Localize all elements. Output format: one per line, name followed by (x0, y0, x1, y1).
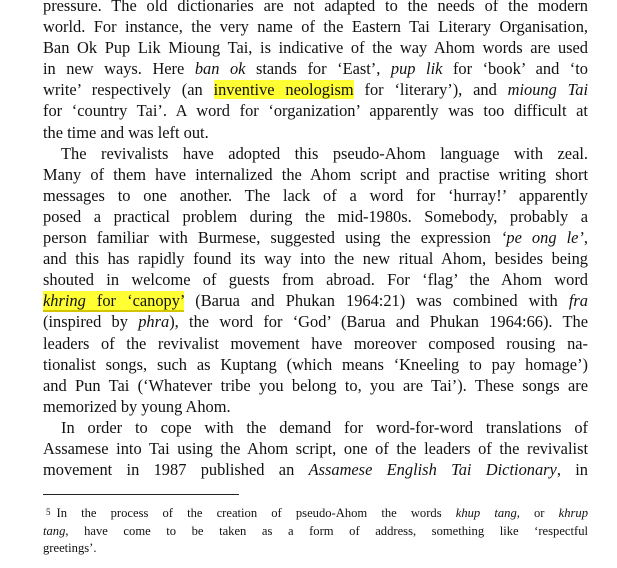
highlighted-phrase (43, 291, 184, 312)
text-line (43, 79, 588, 100)
text-line: tionalist songs, such as Kuptang (which means ‘Kneeling to pay homage’) (43, 354, 588, 374)
italic-term: khring (43, 291, 86, 311)
text-line: for ‘country Tai’. A word for ‘organization’ apparently was too difficult at (43, 101, 588, 121)
text-line: greetings’. (43, 541, 97, 555)
footnote-divider (43, 494, 239, 495)
italic-term: ‘pe ong le’ (500, 228, 584, 248)
body-text (43, 0, 588, 480)
italic-title: Assamese English Tai Dictionary (308, 460, 557, 480)
text-line (43, 523, 588, 541)
text-line: The revivalists have adopted this pseudo-Ahom language with zeal. (61, 143, 588, 163)
text-line: memorized by young Ahom. (43, 396, 231, 416)
text-run: stands for ‘East’, (245, 59, 391, 79)
text-line: messages to one another. The lack of a word for ‘hurray!’ apparently (43, 185, 588, 205)
text-line: pressure. The old dictionaries are not adapted to the needs of the modern (43, 0, 588, 15)
text-line: Ban Ok Pup Lik Mioung Tai, is indicative of the way Ahom words are used (43, 38, 588, 58)
text-run: , have come to be taken as a form of address, something like ‘respectful (65, 523, 588, 538)
text-line: In order to cope with the demand for word-for-word translations of (61, 417, 588, 437)
text-line (43, 311, 588, 332)
text-line: Assamese into Tai using the Ahom script, one of the leaders of the revivalist (43, 438, 588, 458)
highlighted-phrase: inventive neologism (213, 80, 354, 100)
text-line: shouted in welcome of guests from abroad. For ‘flag’ the Ahom word (43, 270, 588, 290)
italic-term: pup lik (390, 59, 443, 79)
footnote-mark: 5 (46, 507, 51, 517)
text-run: , or (516, 506, 559, 520)
footnote (43, 505, 588, 558)
text-line (43, 505, 588, 523)
italic-term: mioung Tai (507, 80, 588, 100)
italic-term: khrup (558, 506, 589, 520)
text-run: In the process of the creation of pseudo-Ahom the words (56, 506, 456, 520)
text-run: for ‘literary’), and (353, 80, 508, 100)
text-line: the time and was left out. (43, 122, 209, 142)
text-run: write’ respectively (an (43, 80, 214, 100)
italic-term: fra (568, 291, 588, 311)
text-run: (Barua and Phukan 1964:21) was combined with (184, 291, 569, 311)
text-run: , in (556, 460, 588, 480)
text-line: leaders of the revivalist movement have moreover composed rousing na- (43, 333, 588, 353)
text-line (43, 459, 588, 480)
text-line (43, 290, 588, 311)
italic-term: phra (138, 312, 170, 332)
text-run: ), the word for ‘God’ (Barua and Phukan 1964:66). The (169, 312, 588, 332)
text-run: for ‘canopy’ (85, 291, 185, 311)
italic-term: khup tang (455, 506, 517, 520)
text-run: (inspired by (43, 312, 139, 332)
text-run: movement in 1987 published an (43, 460, 309, 480)
text-line (43, 227, 588, 248)
text-run: person familiar with Burmese, suggested using the expression (43, 228, 501, 248)
text-run: , (583, 228, 588, 248)
text-run: in new ways. Here (43, 59, 195, 79)
text-line (43, 58, 588, 79)
text-line: Many of them have internalized the Ahom script and practise writing short (43, 164, 588, 184)
text-line: and Pun Tai (‘Whatever tribe you belong to, you are Tai’). These songs are (43, 375, 588, 395)
text-line: world. For instance, the very name of the Eastern Tai Literary Organisation, (43, 17, 588, 37)
text-line: posed a practical problem during the mid-1980s. Somebody, probably a (43, 206, 588, 226)
text-run: for ‘book’ and ‘to (442, 59, 589, 79)
text-line: and this has rapidly found its way into the new ritual Ahom, besides being (43, 249, 588, 269)
italic-term: tang (43, 523, 66, 538)
italic-term: ban ok (194, 59, 246, 79)
